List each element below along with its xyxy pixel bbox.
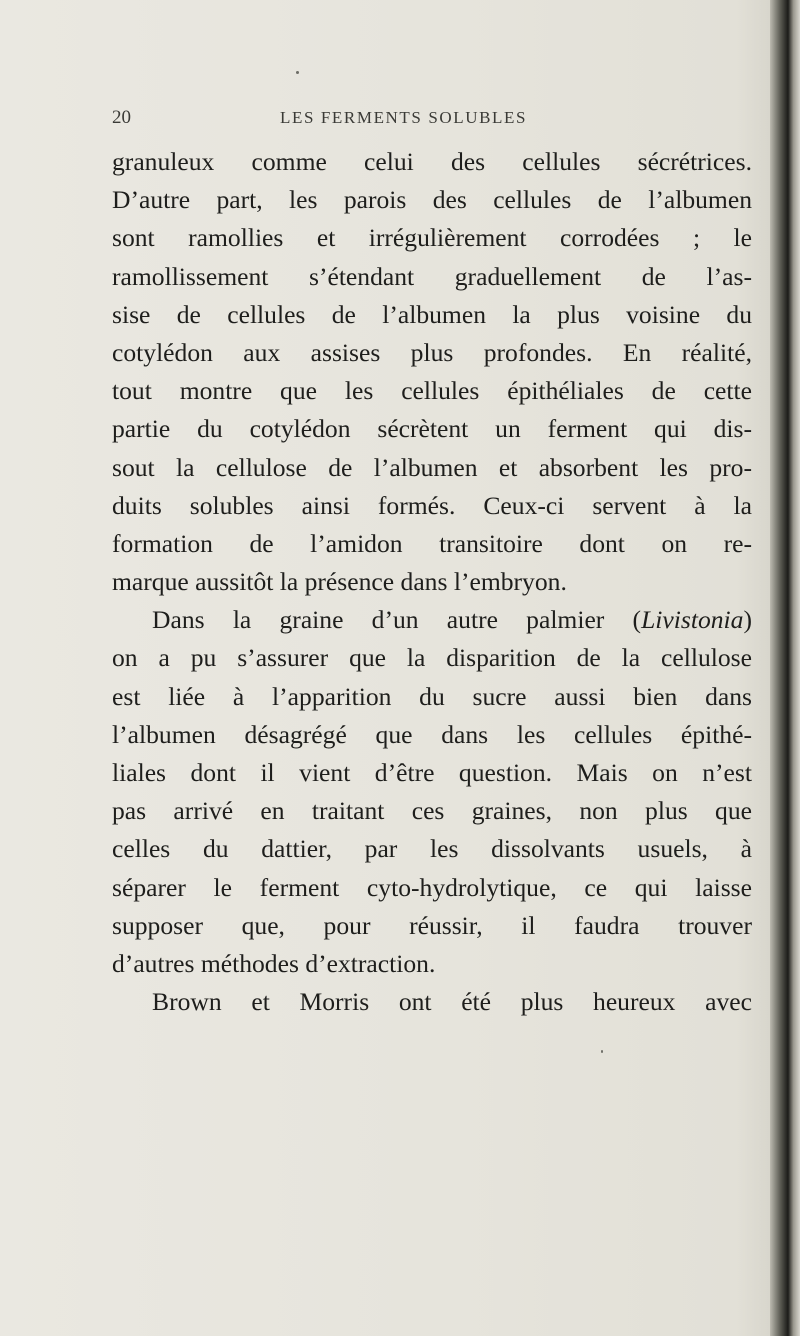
text-line: cotylédon aux assises plus profondes. En réalité,: [112, 337, 752, 367]
text-line: tout montre que les cellules épithéliales de cette: [112, 376, 752, 406]
text-line: est liée à l’apparition du sucre aussi bien dans: [112, 681, 752, 711]
text-line: D’autre part, les parois des cellules de l’albumen: [112, 185, 752, 215]
text-line: celles du dattier, par les dissolvants usuels, à: [112, 834, 752, 864]
text-line: on a pu s’assurer que la disparition de la cellulose: [112, 643, 752, 673]
text-line: sise de cellules de l’albumen la plus voisine du: [112, 299, 752, 329]
paragraph-first-line: Brown et Morris ont été plus heureux avec: [152, 987, 752, 1017]
paragraph-first-line: [112, 601, 752, 639]
text-line: supposer que, pour réussir, il faudra trouver: [112, 910, 752, 940]
book-spine-edge: [770, 0, 800, 1336]
text-line: d’autres méthodes d’extraction.: [112, 948, 436, 978]
page-header: [112, 107, 732, 137]
text-line: sout la cellulose de l’albumen et absorbent les pro-: [112, 452, 752, 482]
text-line: l’albumen désagrégé que dans les cellules épithé-: [112, 719, 752, 749]
text-line: marque aussitôt la présence dans l’embryon.: [112, 567, 567, 597]
text-line: partie du cotylédon sécrètent un ferment qui dis-: [112, 414, 752, 444]
text-line: granuleux comme celui des cellules sécrétrices.: [112, 147, 752, 176]
body-text: [112, 143, 752, 1021]
italic-genus-name: Livistonia: [641, 605, 744, 635]
text-run: Dans la graine d’un autre palmier (: [152, 605, 642, 635]
text-line: ramollissement s’étendant graduellement de l’as-: [112, 261, 752, 291]
paper-speck: [601, 1050, 603, 1053]
text-line: liales dont il vient d’être question. Mais on n’est: [112, 758, 752, 787]
running-title: LES FERMENTS SOLUBLES: [280, 108, 528, 127]
text-line: duits solubles ainsi formés. Ceux-ci servent à la: [112, 490, 752, 520]
text-line: sont ramollies et irrégulièrement corrodées ; le: [112, 223, 752, 253]
paper-speck: [296, 71, 299, 74]
text-line: pas arrivé en traitant ces graines, non plus que: [112, 796, 752, 826]
text-run: ): [743, 605, 752, 635]
text-line: séparer le ferment cyto-hydrolytique, ce qui laisse: [112, 872, 752, 902]
text-line: formation de l’amidon transitoire dont on re-: [112, 528, 752, 558]
page-number: 20: [112, 107, 131, 128]
